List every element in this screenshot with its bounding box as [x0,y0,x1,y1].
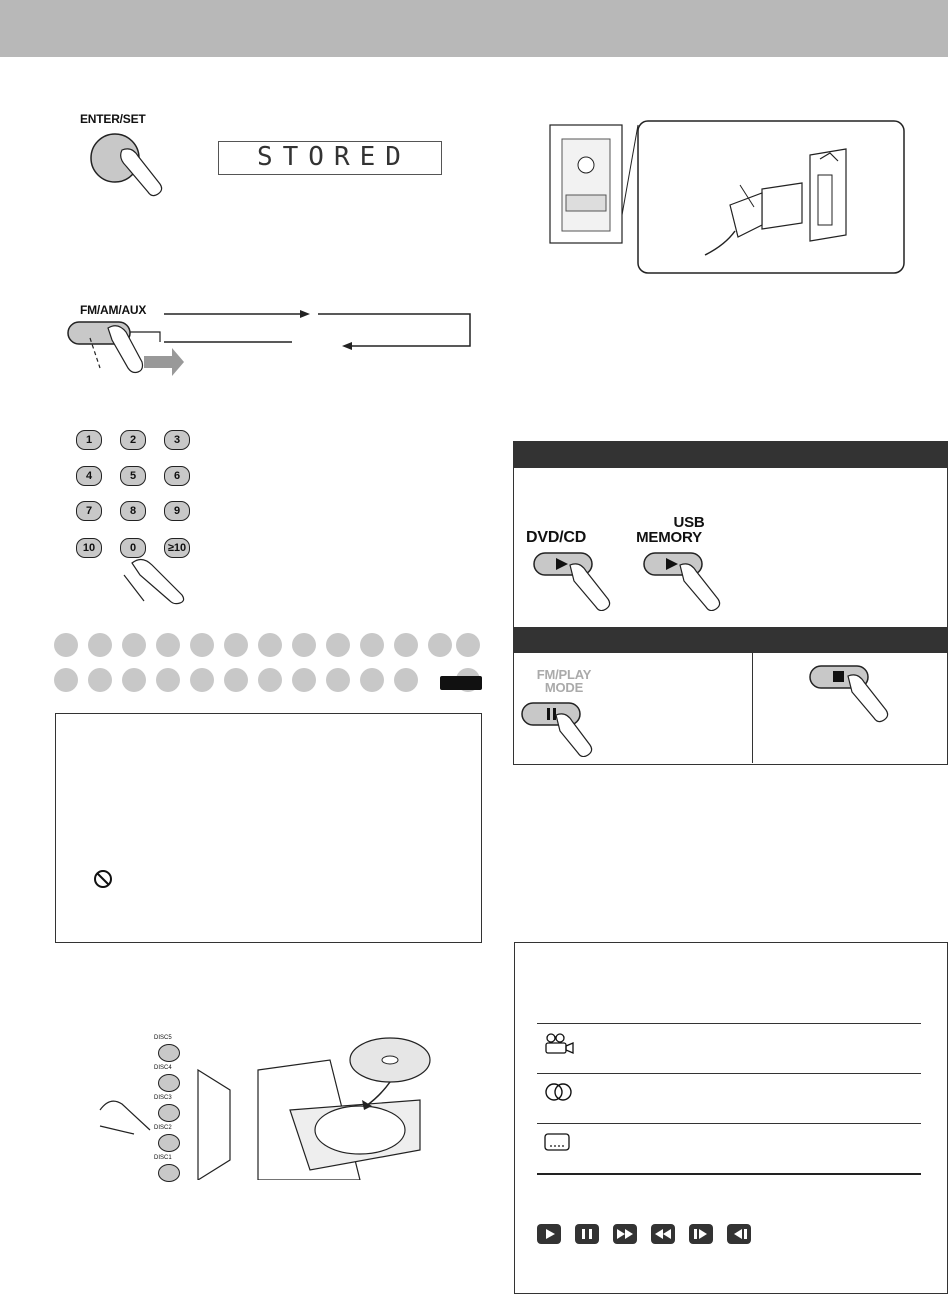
num-key-4: 4 [76,466,102,486]
lcd-display [218,141,442,175]
fm-play-label: FM/PLAY [536,667,592,682]
pause-button [520,697,610,757]
prohibited-icon [92,868,114,890]
num-key-6: 6 [164,466,190,486]
disc4-label: DISC4 [154,1065,172,1071]
disc5-label: DISC5 [154,1035,172,1041]
dvd-play-button [532,547,632,611]
circle-row-2 [54,668,484,694]
num-key-5: 5 [120,466,146,486]
band-cycle-diagram [60,310,480,390]
circle-row-1 [54,633,484,659]
camera-angle-icon [543,1032,577,1056]
num-key-0: 0 [120,538,146,558]
num-key-10-plus: ≥10 [164,538,190,558]
mode-label: MODE [544,680,584,695]
page-header-band [0,0,948,57]
audio-language-icon [543,1081,577,1103]
finger-illustration [120,555,190,605]
enter-set-label: ENTER/SET [80,112,146,126]
fm-am-aux-label: FM/AM/AUX [80,303,147,317]
play-panel-header-bar [514,442,947,468]
usb-label-line2: MEMORY [636,529,702,546]
icons-rule-2 [537,1123,921,1124]
icons-rule-bottom [537,1173,921,1175]
black-tab-marker [440,676,482,690]
playback-icons-row [535,1222,755,1246]
numeric-keypad [76,430,196,560]
num-key-7: 7 [76,501,102,521]
disc3-label: DISC3 [154,1095,172,1101]
num-key-1: 1 [76,430,102,450]
icons-info-box [514,942,948,1294]
num-key-8: 8 [120,501,146,521]
disc-loading-illustration [90,1030,470,1180]
disc2-label: DISC2 [154,1125,172,1131]
num-key-2: 2 [120,430,146,450]
disc1-label: DISC1 [154,1155,172,1161]
subtitle-icon [543,1131,573,1153]
lcd-display-text: STORED [257,142,411,172]
usb-play-button [642,547,742,611]
note-box [55,713,482,943]
dvd-cd-label: DVD/CD [526,529,587,546]
num-key-10: 10 [76,538,102,558]
play-panel [513,441,948,765]
enter-set-button-illustration [60,128,180,198]
icons-rule-top [537,1023,921,1024]
usb-connection-illustration [530,115,910,280]
num-key-3: 3 [164,430,190,450]
stop-button [808,664,908,724]
num-key-9: 9 [164,501,190,521]
play-panel-divider [752,653,753,763]
icons-rule-1 [537,1073,921,1074]
play-panel-subheader-bar [514,627,947,653]
usb-label-line1: USB [673,514,705,531]
